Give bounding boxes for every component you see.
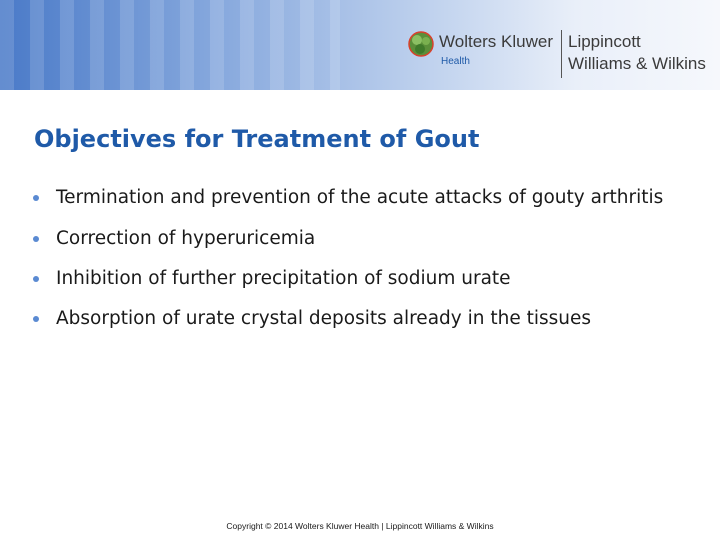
wolters-kluwer-wordmark: Wolters Kluwer <box>439 32 553 51</box>
bullet-list <box>30 186 700 330</box>
bullet-text: Correction of hyperuricemia <box>56 228 316 249</box>
header-stripes <box>0 0 340 90</box>
bullet-marker <box>33 316 39 322</box>
bullet-item <box>30 186 700 209</box>
logo-divider <box>561 30 562 78</box>
bullet-text: Absorption of urate crystal deposits already in the tissues <box>56 308 592 329</box>
bullet-marker <box>33 195 39 201</box>
copyright-footer: Copyright © 2014 Wolters Kluwer Health | Lippincott Williams & Wilkins <box>226 521 494 531</box>
williams-wilkins-wordmark: Williams & Wilkins <box>568 54 706 73</box>
globe-icon <box>408 31 434 57</box>
bullet-item <box>30 267 700 290</box>
bullet-marker <box>33 236 39 242</box>
bullet-marker <box>33 276 39 282</box>
bullet-text: Inhibition of further precipitation of sodium urate <box>56 268 511 289</box>
slide-title: Objectives for Treatment of Gout <box>34 125 480 153</box>
header-banner <box>0 0 720 90</box>
bullet-item <box>30 307 700 330</box>
lippincott-wordmark: Lippincott <box>568 32 641 51</box>
health-wordmark: Health <box>441 56 470 67</box>
bullet-item <box>30 227 700 250</box>
publisher-logo <box>408 29 718 81</box>
bullet-text: Termination and prevention of the acute attacks of gouty arthritis <box>56 187 664 208</box>
